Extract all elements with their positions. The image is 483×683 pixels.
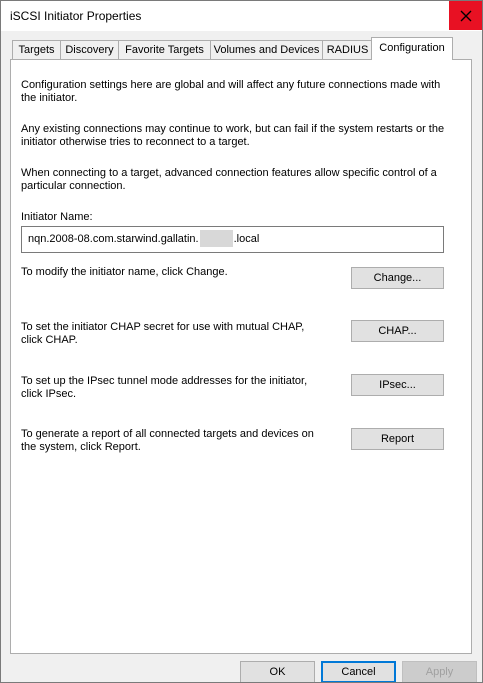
- tab-volumes-and-devices[interactable]: Volumes and Devices: [210, 40, 323, 59]
- close-icon: [460, 10, 472, 22]
- initiator-name-field[interactable]: [21, 226, 444, 253]
- initiator-name-label: Initiator Name:: [21, 211, 93, 223]
- initiator-name-prefix: nqn.2008-08.com.starwind.gallatin.: [28, 233, 199, 245]
- apply-button[interactable]: Apply: [402, 661, 477, 683]
- tab-favorite-targets[interactable]: Favorite Targets: [118, 40, 211, 59]
- close-button[interactable]: [449, 1, 482, 30]
- change-button[interactable]: Change...: [351, 267, 444, 289]
- tab-targets[interactable]: Targets: [12, 40, 61, 59]
- window-title: iSCSI Initiator Properties: [10, 9, 142, 23]
- intro-text-global-settings: Configuration settings here are global and will affect any future connections made with the initiator.: [21, 79, 441, 104]
- report-button[interactable]: Report: [351, 428, 444, 450]
- intro-text-existing-connections: Any existing connections may continue to work, but can fail if the system restarts or the initiator otherwise tries to reconnect to a target.: [21, 123, 445, 148]
- tab-discovery[interactable]: Discovery: [60, 40, 119, 59]
- initiator-name-suffix: .local: [233, 233, 260, 245]
- report-instruction-text: To generate a report of all connected targets and devices on the system, click Report.: [21, 428, 314, 453]
- chap-instruction-text: To set the initiator CHAP secret for use with mutual CHAP, click CHAP.: [21, 321, 305, 346]
- cancel-button[interactable]: Cancel: [321, 661, 396, 683]
- title-bar[interactable]: [1, 1, 482, 31]
- intro-text-advanced-features: When connecting to a target, advanced connection features allow specific control of a particular connection.: [21, 167, 437, 192]
- ok-button[interactable]: OK: [240, 661, 315, 683]
- ipsec-instruction-text: To set up the IPsec tunnel mode addresses for the initiator, click IPsec.: [21, 375, 308, 400]
- chap-button[interactable]: CHAP...: [351, 320, 444, 342]
- tab-configuration[interactable]: Configuration: [371, 37, 453, 60]
- tab-radius[interactable]: RADIUS: [322, 40, 373, 59]
- ipsec-button[interactable]: IPsec...: [351, 374, 444, 396]
- change-instruction-text: To modify the initiator name, click Change.: [21, 266, 228, 278]
- redacted-block: [200, 230, 233, 247]
